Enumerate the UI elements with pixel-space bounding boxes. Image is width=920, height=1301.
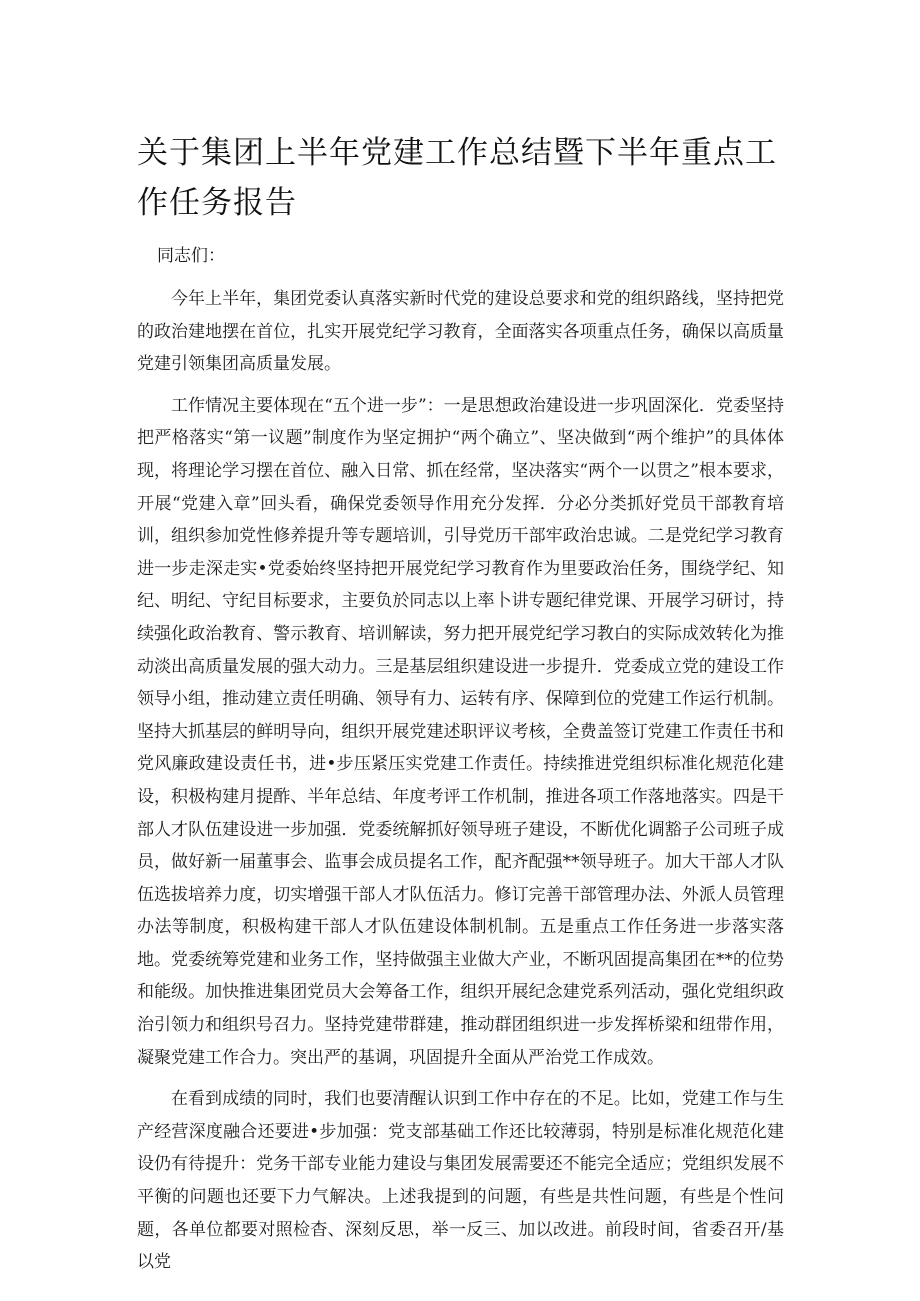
document-body — [137, 240, 784, 1288]
paragraph-intro: 今年上半年，集团党委认真落实新时代党的建设总要求和党的组织路线，坚持把党的政治建地摆在首位，扎实开展党纪学习教育，全面落实各项重点任务，确保以高质量党建引领集团高质量发展。 — [137, 289, 784, 375]
paragraph-work-summary: 工作情况主要体现在“五个进一步”：一是思想政治建设进一步巩固深化．党委坚持把严格落实“第一议题”制度作为坚定拥护“两个确立”、坚决做到“两个维护”的具体体现，将理论学习摆在首位、融入日常、抓在经常，坚决落实“两个一以贯之”根本要求，开展“党建入章”回头看，确保党委领导作用充分发挥．分必分类抓好党员干部教育培训，组织参加党性修养提升等专题培训，引导党历干部牢政治忠诚。二是党纪学习教育进一步走深走实•党委始终坚持把开展党纪学习教育作为里要政治任务，围绕学纪、知纪、明纪、守纪目标要求，主要负於同志以上率卜讲专题纪律党课、开展学习研讨，持续强化政治教育、警示教育、培训解读，努力把开展党纪学习教白的实际成效转化为推动淡出高质量发展的强大动力。三是基层组织建设进一步提升．党委成立党的建设工作领导小组，推动建立责任明确、领导有力、运转有序、保障到位的党建工作运行机制。坚持大抓基层的鲜明导向，组织开展党建述职评议考核，全费盖签订党建工作责任书和党风廉政建设责任书，进•步压紧压实党建工作责任。持续推进党组织标准化规范化建设，积极构建月提酢、半年总结、年度考评工作机制，推进各项工作落地落实。四是干部人才队伍建设进一步加强．党委统解抓好领导班子建设，不断优化调豁子公司班子成员，做好新一届董事会、监事会成员提名工作，配齐配强**领导班子。加大干部人才队伍选拔培养力度，切实增强干部人才队伍活力。修订完善干部管理办法、外派人员管理办法等制度，积极构建干部人才队伍建设体制机制。五是重点工作任务进一步落实落地。党委统筹党建和业务工作，坚持做强主业做大产业，不断巩固提高集团在**的位势和能级。加快推进集团党员大会筹备工作，组织开展纪念建党系列活动，强化党组织政治引领力和组织号召力。坚持党建带群建，推动群团组织进一步发挥桥梁和纽带作用，凝聚党建工作合力。突出严的基调，巩固提升全面从严治党工作成效。 — [137, 395, 784, 1068]
paragraph-shortcomings: 在看到成绩的同时，我们也要清醒认识到工作中存在的不足。比如，党建工作与生产经营深度融合还要进•步加强：党支部基础工作还比较薄弱，特别是标准化规范化建设仍有待提升：党务干部专业能力建设与集团发展需要还不能完全适应；党组织发展不平衡的问题也还要下力气解决。上述我提到的问题，有些是共性问题，有些是个性问题，各单位都要对照检杳、深刻反思，举一反三、加以改进。前段时间，省委召开/基以党 — [137, 1089, 784, 1273]
document-title: 关于集团上半年党建工作总结暨下半年重点工作任务报告 — [137, 135, 777, 221]
salutation: 同志们： — [157, 246, 225, 266]
